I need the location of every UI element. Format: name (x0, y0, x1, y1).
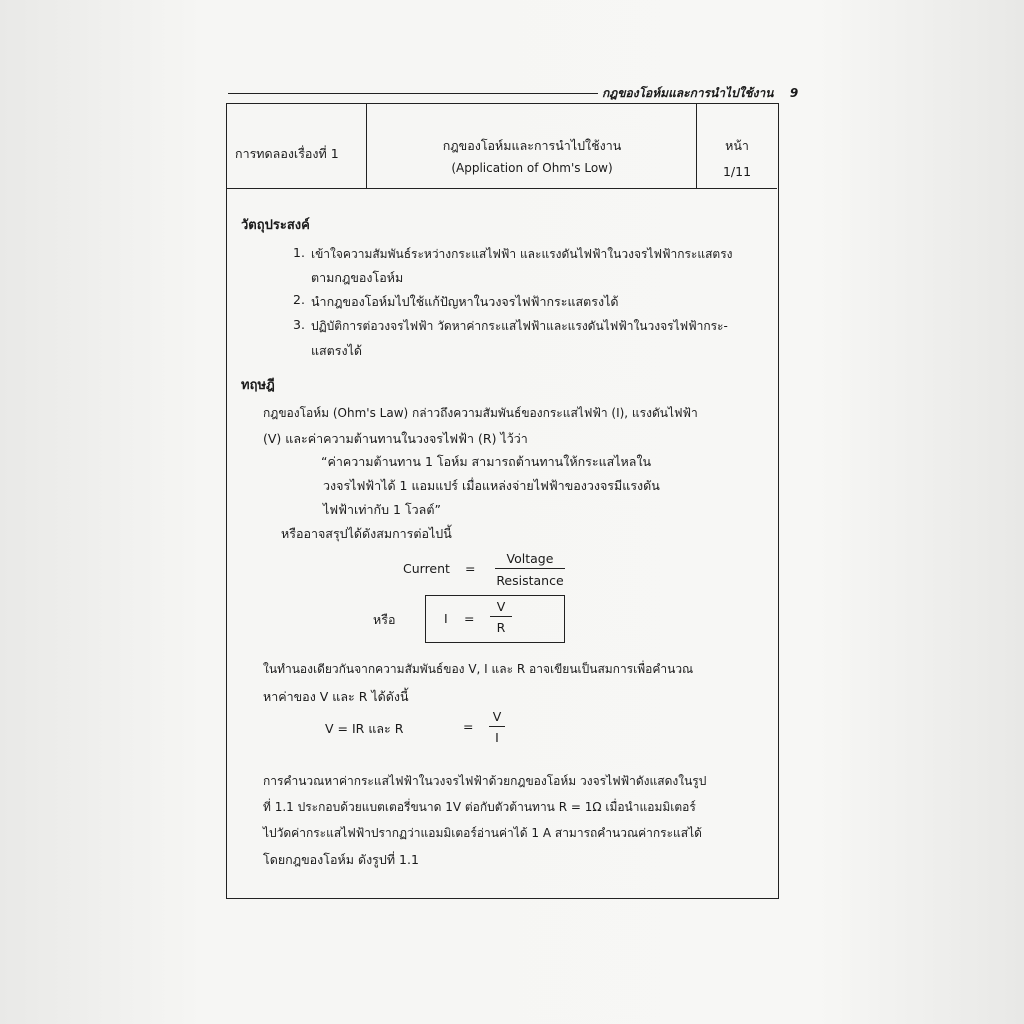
running-head (602, 84, 798, 103)
theory-heading: ทฤษฎี (241, 378, 275, 393)
theory-text: กฎของโอห์ม (Ohm's Law) กล่าวถึงความสัมพันธ์ของกระแสไฟฟ้า (I), แรงดันไฟฟ้า (263, 406, 698, 420)
eq2-denominator: R (496, 620, 506, 635)
eq1-fraction (495, 551, 565, 591)
ohm-quote-end: ไฟฟ้าเท่ากับ 1 โวลต์” (323, 502, 441, 517)
objective-text: นำกฎของโอห์มไปใช้แก้ปัญหาในวงจรไฟฟ้ากระแสตรงได้ (311, 294, 619, 309)
eq2-prefix: หรือ (373, 612, 396, 627)
paragraph-text-end: โดยกฎของโอห์ม ดังรูปที่ 1.1 (263, 852, 419, 867)
fraction-bar (489, 726, 505, 727)
objective-text: ปฏิบัติการต่อวงจรไฟฟ้า วัดหาค่ากระแสไฟฟ้าและแรงดันไฟฟ้าในวงจรไฟฟ้ากระ- (311, 319, 728, 333)
ohm-quote-cont: วงจรไฟฟ้าได้ 1 แอมแปร์ เมื่อแหล่งจ่ายไฟฟ้าของวงจรมีแรงดัน (323, 478, 660, 493)
eq3-fraction (489, 709, 505, 749)
objective-number: 3. (293, 317, 305, 332)
objective-text: เข้าใจความสัมพันธ์ระหว่างกระแสไฟฟ้า และแรงดันไฟฟ้าในวงจรไฟฟ้ากระแสตรง (311, 247, 733, 261)
running-head-title: กฎของโอห์มและการนำไปใช้งาน (602, 86, 774, 100)
summary-text: หรืออาจสรุปได้ดังสมการต่อไปนี้ (281, 526, 452, 541)
experiment-label: การทดลองเรื่องที่ 1 (235, 146, 339, 161)
page-number: 9 (789, 86, 799, 100)
eq1-equals: = (465, 561, 476, 576)
paragraph-text: การคำนวณหาค่ากระแสไฟฟ้าในวงจรไฟฟ้าด้วยกฎของโอห์ม วงจรไฟฟ้าดังแสดงในรูป (263, 774, 707, 788)
eq3-numerator: V (492, 709, 502, 724)
eq1-lhs: Current (403, 561, 450, 576)
page-cell (697, 104, 777, 188)
eq1-denominator: Resistance (496, 573, 564, 588)
eq2-lhs: I (444, 611, 448, 626)
objective-text-cont: แสตรงได้ (311, 343, 363, 358)
page-value: 1/11 (722, 164, 752, 179)
eq2-equals: = (464, 611, 475, 626)
eq1-numerator: Voltage (506, 551, 554, 566)
eq3-lhs: V = IR และ R (325, 721, 404, 736)
paragraph-text: ในทำนองเดียวกันจากความสัมพันธ์ของ V, I และ R อาจเขียนเป็นสมการเพื่อคำนวณ (263, 662, 694, 676)
page-label: หน้า (725, 138, 749, 153)
ohm-quote: “ค่าความต้านทาน 1 โอห์ม สามารถต้านทานให้กระแสไหลใน (321, 454, 652, 469)
eq3-denominator: I (495, 730, 499, 745)
experiment-frame (226, 103, 779, 899)
title-thai: กฎของโอห์มและการนำไปใช้งาน (442, 138, 622, 153)
paragraph-text-cont: ที่ 1.1 ประกอบด้วยแบตเตอรี่ขนาด 1V ต่อกับตัวต้านทาน R = 1Ω เมื่อนำแอมมิเตอร์ (263, 800, 696, 814)
fraction-bar (495, 568, 565, 569)
eq3-equals: = (463, 719, 474, 734)
theory-text-cont: (V) และค่าความต้านทานในวงจรไฟฟ้า (R) ไว้ว่า (263, 431, 528, 446)
title-block (227, 104, 777, 189)
title-english: (Application of Ohm's Low) (451, 161, 613, 175)
eq2-box (425, 595, 565, 643)
objective-number: 2. (293, 292, 305, 307)
objective-number: 1. (293, 245, 305, 260)
title-cell (367, 104, 697, 188)
running-head-rule (228, 93, 598, 94)
paragraph-text-cont: หาค่าของ V และ R ได้ดังนี้ (263, 689, 409, 704)
experiment-label-cell (227, 104, 367, 188)
eq2-fraction (490, 599, 512, 639)
objectives-heading: วัตถุประสงค์ (241, 218, 310, 233)
paragraph-text-cont: ไปวัดค่ากระแสไฟฟ้าปรากฏว่าแอมมิเตอร์อ่านค่าได้ 1 A สามารถคำนวณค่ากระแสได้ (263, 826, 702, 840)
objective-text-cont: ตามกฎของโอห์ม (311, 270, 404, 285)
eq2-numerator: V (496, 599, 506, 614)
fraction-bar (490, 616, 512, 617)
